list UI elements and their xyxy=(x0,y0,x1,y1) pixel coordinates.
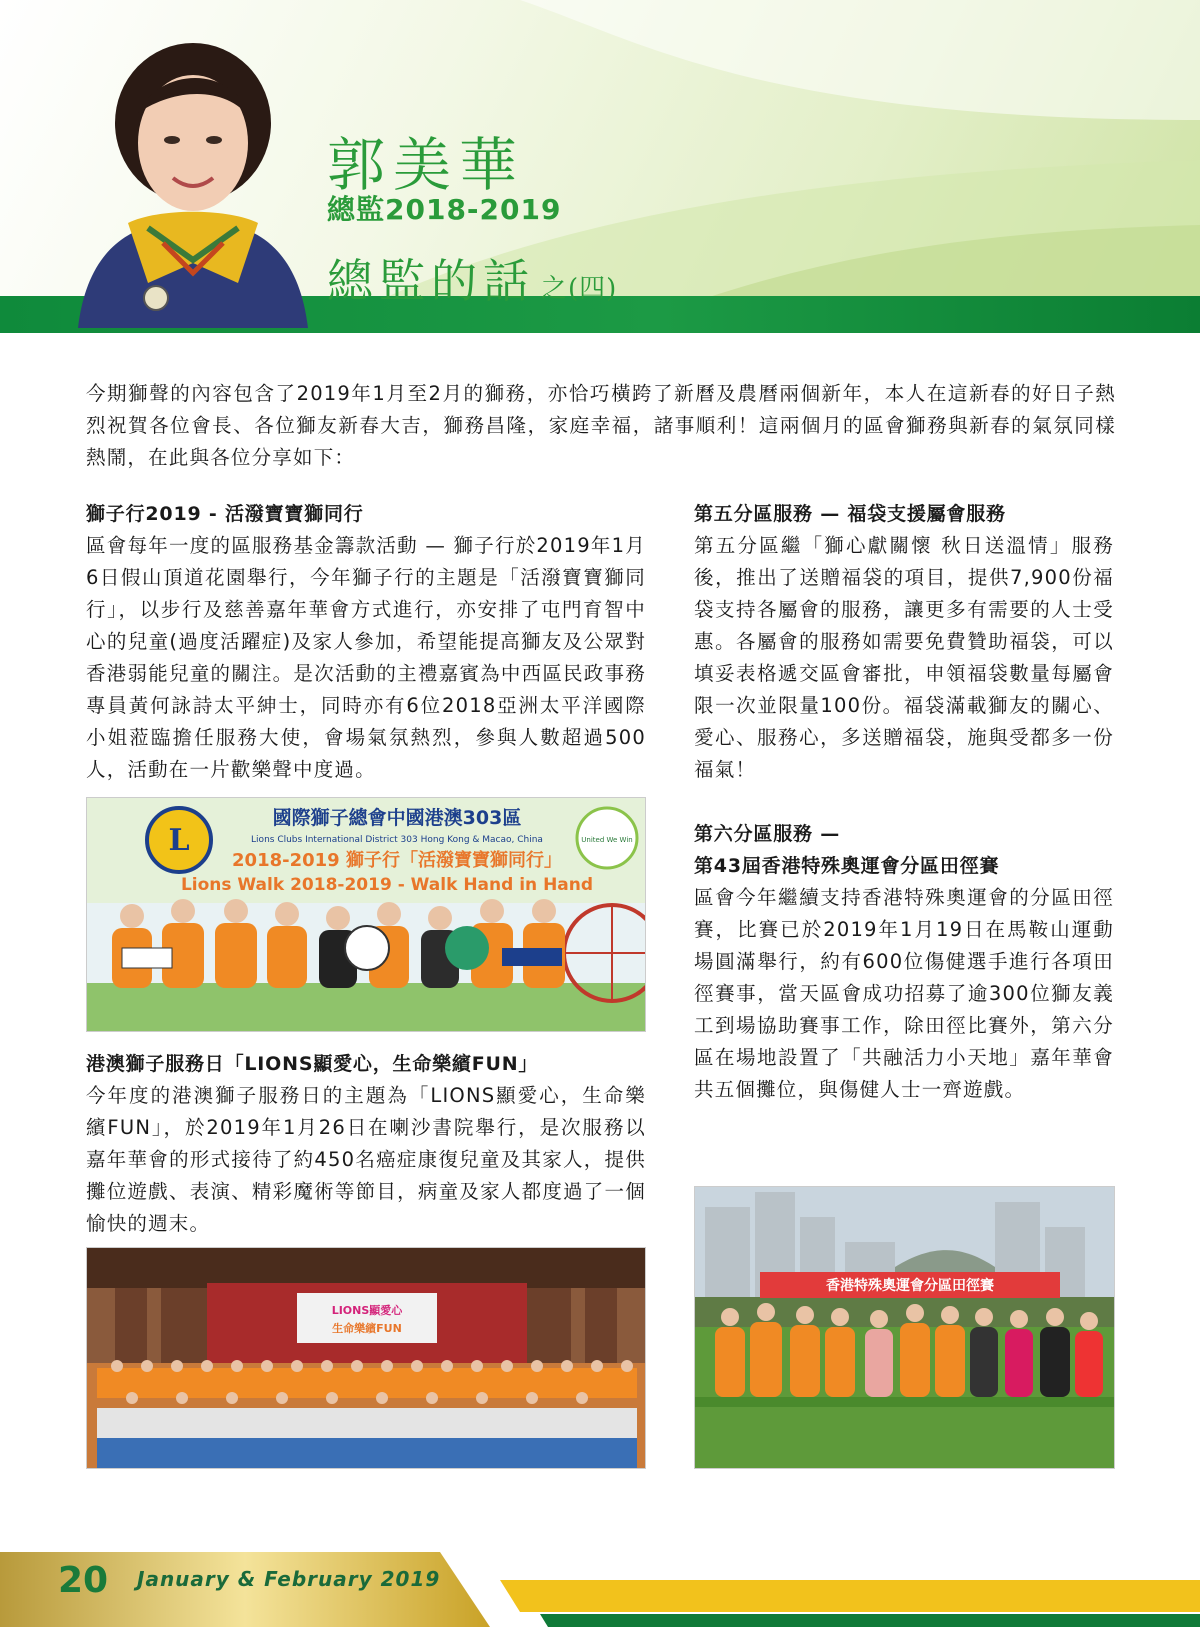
service-day-body: 今年度的港澳獅子服務日的主題為「LIONS顯愛心，生命樂繽FUN」，於2019年1月26日在喇沙書院舉行，是次服務以嘉年華會的形式接待了約450名癌症康復兒童及其家人，提供攤位遊戲、表演、精彩魔術等節目，病童及家人都度過了一個愉快的週末。 xyxy=(86,1084,646,1235)
issue-date: January & February 2019 xyxy=(137,1567,441,1591)
photo3-banner: 香港特殊奧運會分區田徑賽 xyxy=(826,1278,994,1294)
photo-lions-walk xyxy=(86,797,646,1032)
service-day-title: 港澳獅子服務日「LIONS顯愛心，生命樂繽FUN」 xyxy=(86,1053,539,1075)
section-zone5 xyxy=(694,498,1114,786)
header xyxy=(0,0,1200,333)
photo-zone6 xyxy=(694,1186,1115,1469)
photo2-banner-line1: LIONS顯愛心 xyxy=(331,1304,403,1317)
zone6-title-line1: 第六分區服務 — xyxy=(694,823,841,845)
zone5-body: 第五分區繼「獅心獻關懷 秋日送溫情」服務後，推出了送贈福袋的項目，提供7,900份福袋支持各屬會的服務，讓更多有需要的人士受惠。各屬會的服務如需要免費贊助福袋，可以填妥表格遞交區會審批，申領福袋數量每屬會限一次並限量100份。福袋滿載獅友的關心、愛心、服務心，多送贈福袋，施與受都多一份福氣！ xyxy=(694,534,1114,781)
photo-service-day xyxy=(86,1247,646,1469)
director-name: 郭美華 xyxy=(327,131,526,199)
photo1-banner-line3: 2018-2019 獅子行「活潑寶寶獅同行」 xyxy=(232,850,562,871)
section-zone6 xyxy=(694,818,1114,1106)
photo1-banner-line1: 國際獅子總會中國港澳303區 xyxy=(272,807,522,829)
intro-paragraph: 今期獅聲的內容包含了2019年1月至2月的獅務，亦恰巧橫跨了新曆及農曆兩個新年，本人在這新春的好日子熱烈祝賀各位會長、各位獅友新春大吉，獅務昌隆，家庭幸福，諸事順利！這兩個月的區會獅務與新春的氣氛同樣熱鬧，在此與各位分享如下： xyxy=(86,382,1116,469)
svg-text:L: L xyxy=(168,823,190,858)
message-title-main: 總監的話 xyxy=(327,254,535,308)
lions-walk-body: 區會每年一度的區服務基金籌款活動 — 獅子行於2019年1月6日假山頂道花園舉行，今年獅子行的主題是「活潑寶寶獅同行」，以步行及慈善嘉年華會方式進行，亦安排了屯門育智中心的兒童(過度活躍症)及家人參加，希望能提高獅友及公眾對香港弱能兒童的關注。是次活動的主禮嘉賓為中西區民政事務專員黃何詠詩太平紳士，同時亦有6位2018亞洲太平洋國際小姐蒞臨擔任服務大使，會場氣氛熱烈，參與人數超過500人，活動在一片歡樂聲中度過。 xyxy=(86,534,646,781)
message-title-sub: 之(四) xyxy=(541,274,618,304)
photo1-banner-line4: Lions Walk 2018-2019 - Walk Hand in Hand xyxy=(180,875,594,895)
zone6-body: 區會今年繼續支持香港特殊奧運會的分區田徑賽，比賽已於2019年1月19日在馬鞍山運動場圓滿舉行，約有600位傷健選手進行各項田徑賽事，當天區會成功招募了逾300位獅友義工到場協助賽事工作，除田徑比賽外，第六分區在場地設置了「共融活力小天地」嘉年華會共五個攤位，與傷健人士一齊遊戲。 xyxy=(694,886,1114,1101)
photo2-banner-line2: 生命樂繽FUN xyxy=(332,1322,402,1335)
director-role: 總監2018-2019 xyxy=(327,193,562,226)
section-service-day xyxy=(86,1048,646,1240)
zone5-title: 第五分區服務 — 福袋支援屬會服務 xyxy=(694,503,1006,525)
message-title xyxy=(327,245,617,311)
page-number: 20 xyxy=(58,1560,109,1601)
portrait xyxy=(68,28,318,328)
photo1-banner-line2: Lions Clubs International District 303 Hong Kong & Macao, China xyxy=(251,835,543,845)
photo1-tag: United We Win xyxy=(581,836,633,844)
section-lions-walk xyxy=(86,498,646,786)
lions-walk-title: 獅子行2019 - 活潑寶寶獅同行 xyxy=(86,503,364,525)
zone6-title-line2: 第43屆香港特殊奧運會分區田徑賽 xyxy=(694,855,1000,877)
